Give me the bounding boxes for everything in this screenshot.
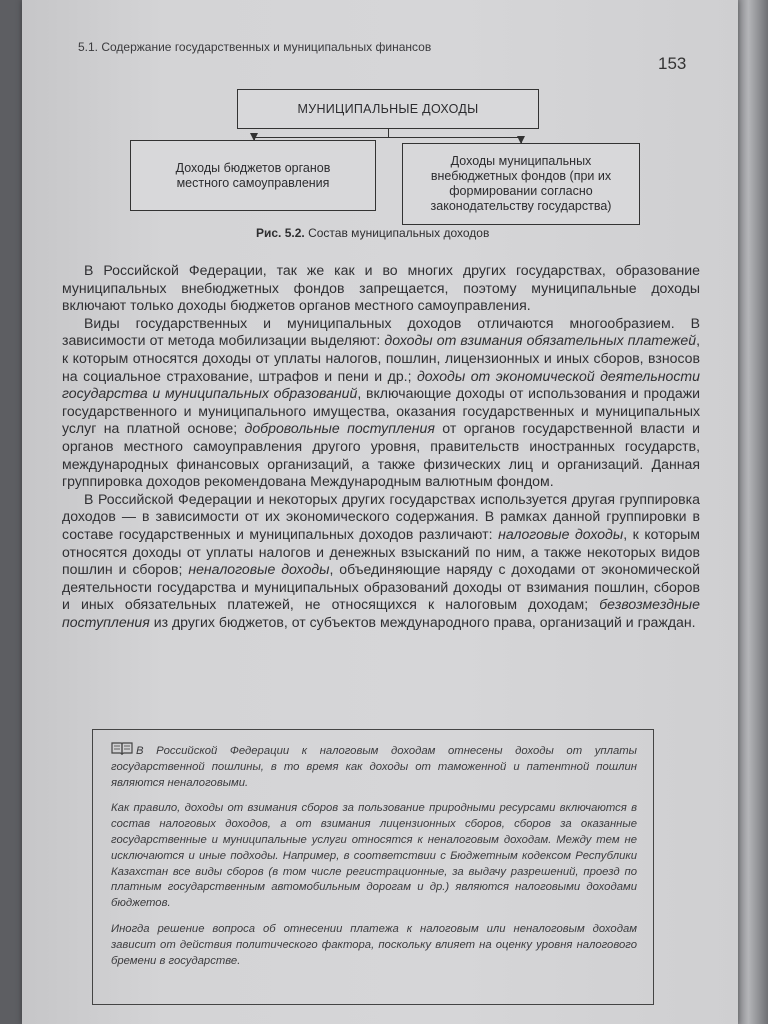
page-number: 153	[658, 54, 687, 73]
diagram-box-left-label: Доходы бюджетов органов местного самоуправления	[175, 160, 331, 190]
note-box	[92, 729, 654, 1005]
note-paragraph-2: Как правило, доходы от взимания сборов за пользование природными ресурсами включаются в состав налоговых доходов, а от взимания лицензионных сборов, сборов за оказанные государственные и муниципальные услуги относятся к неналоговым доходам. Между тем не исключаются и иные подходы. Например, в соответствии с Бюджетным кодексом Республики Казахстан все виды сборов (в том числе регистрационные, за выдачу разрешений, проезд по платным государственным автомобильным дорогам и др.) являются налоговыми доходами бюджетов.	[111, 802, 637, 910]
text-run: , объединяющие наряду с доходами от экономической деятельности государства и муниципальных образований доходы от взимания пошлин, сборов и иных обязательных платежей, не относящихся к налоговым доходам;	[62, 561, 700, 613]
italic-term: неналоговые доходы	[188, 561, 330, 578]
main-text	[62, 262, 700, 631]
note-paragraph-3: Иногда решение вопроса об отнесении платежа к налоговым или неналоговым доходам зависит от действия политического фактора, поскольку влияет на оценку уровня налогового бремени в государстве.	[111, 922, 637, 967]
text-run: от органов государственной власти и органов местного самоуправления другого уровня, правительств иностранных государств, международных финансовых организаций, а также физических лиц и организаций. Данная группировка доходов рекомендована Международным валютным фондом.	[62, 420, 700, 490]
italic-term: доходы от взимания обязательных платежей	[384, 332, 697, 349]
italic-term: налоговые доходы	[498, 525, 624, 542]
text-run: , включающие доходы от использования и продажи государственного и муниципального имущества, оказания государственных и муниципальных услуг на платной основе;	[62, 385, 700, 437]
italic-term: добровольные поступления	[244, 420, 435, 437]
text-run: из других бюджетов, от субъектов международного права, организаций и граждан.	[149, 613, 696, 630]
diagram-box-right-label: Доходы муниципальных внебюджетных фондов (при их формировании согласно законодательству государства)	[430, 154, 612, 213]
diagram-box-local-budgets	[130, 140, 376, 211]
text-run: В Российской Федерации и некоторых других государствах используется другая группировка доходов — в зависимости от их экономического содержания. В рамках данной группировки в составе государственных и муниципальных доходов различают:	[62, 490, 700, 542]
figure-caption	[256, 226, 489, 240]
note-text-1: В Российской Федерации к налоговым доходам отнесены доходы от уплаты государственной пошлины, в то время как доходы от таможенной и патентной пошлин являются неналоговыми.	[111, 745, 637, 789]
text-run: , к которым относятся доходы от уплаты налогов, пошлин, лицензионных и иных сборов, взносов на социальное страхование, штрафов и пени и др.;	[62, 332, 700, 384]
italic-term: доходы от экономической деятельности государства и муниципальных образований	[62, 367, 700, 402]
text-run: Виды государственных и муниципальных доходов отличаются многообразием. В зависимости от метода мобилизации выделяют:	[62, 314, 700, 349]
running-head: 5.1. Содержание государственных и муниципальных финансов	[78, 40, 432, 54]
book-icon	[111, 742, 133, 755]
figure-caption-label: Рис. 5.2.	[256, 226, 305, 240]
paragraph-1: В Российской Федерации, так же как и во многих других государствах, образование муниципальных внебюджетных фондов запрещается, поэтому муниципальные доходы включают только доходы бюджетов органов местного самоуправления.	[62, 262, 700, 314]
note-paragraph-1	[111, 742, 637, 791]
book-page	[22, 0, 738, 1024]
diagram-box-extrabudgetary-funds	[402, 143, 640, 225]
diagram-box-top-label: МУНИЦИПАЛЬНЫЕ ДОХОДЫ	[297, 101, 479, 116]
figure-caption-text: Состав муниципальных доходов	[308, 226, 490, 240]
book-edge	[738, 0, 768, 1024]
text-run: , к которым относятся доходы от уплаты налогов и денежных взысканий по ним, а также некоторых видов пошлин и сборов;	[62, 525, 700, 578]
paragraph-2	[62, 315, 700, 491]
paragraph-3	[62, 491, 700, 632]
italic-term: безвозмездные поступления	[62, 596, 700, 630]
